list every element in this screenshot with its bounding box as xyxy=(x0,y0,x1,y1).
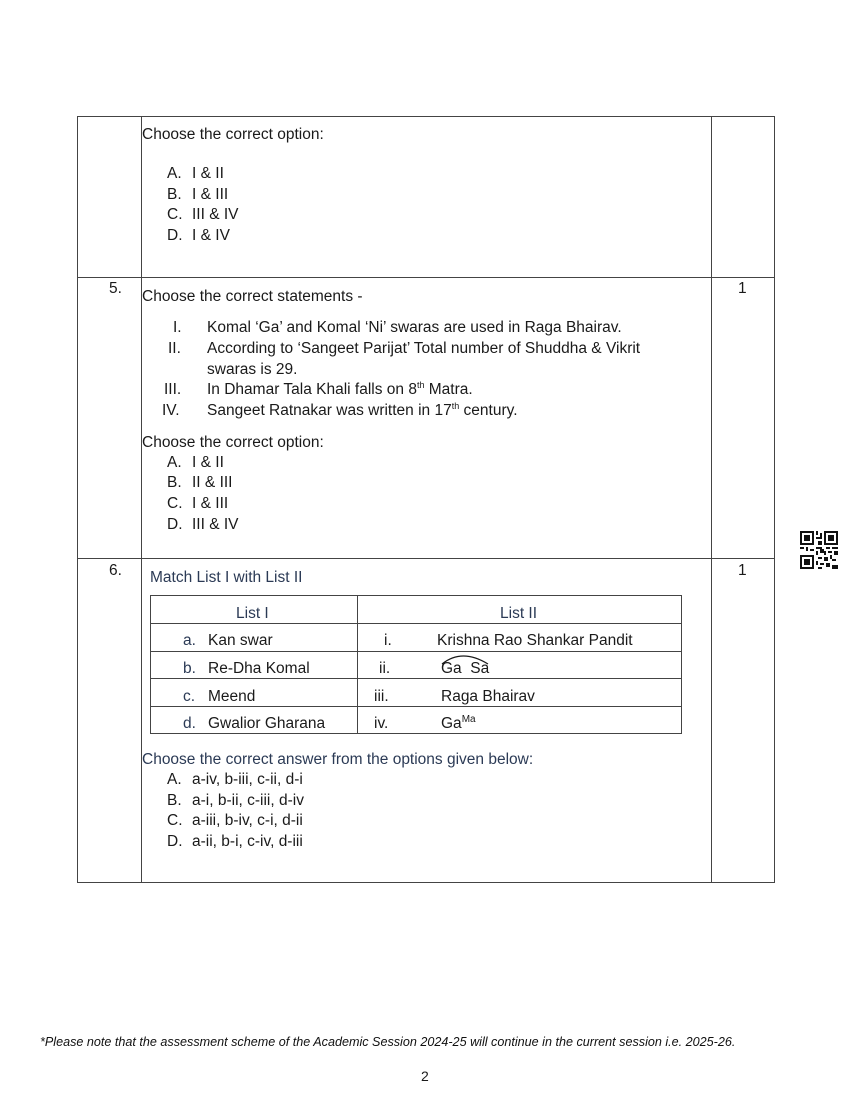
q6-option-text: a-i, b-ii, c-iii, d-iv xyxy=(192,792,304,809)
q4-option-text: III & IV xyxy=(192,206,239,223)
q5-marks: 1 xyxy=(738,280,747,297)
q5-option-letter: B. xyxy=(167,474,182,491)
q6-option-letter: B. xyxy=(167,792,182,809)
statement-number: III. xyxy=(164,381,182,398)
q6-option-text: a-iv, b-iii, c-ii, d-i xyxy=(192,771,303,788)
table-border-bottom xyxy=(77,882,775,883)
list2-label: iv. xyxy=(374,715,389,732)
q5-option-text: III & IV xyxy=(192,516,239,533)
q5-number: 5. xyxy=(109,280,122,297)
statement-number: IV. xyxy=(162,402,180,419)
list1-label: a. xyxy=(183,632,196,649)
qr-code-icon xyxy=(800,531,838,569)
list2-label: i. xyxy=(384,632,392,649)
q4-option-letter: B. xyxy=(167,186,182,203)
q5-option-text: II & III xyxy=(192,474,233,491)
list1-item: Meend xyxy=(208,688,256,705)
q4-option-letter: C. xyxy=(167,206,183,223)
q5-option-text: I & II xyxy=(192,454,224,471)
q6-number: 6. xyxy=(109,562,122,579)
q5-prompt: Choose the correct statements - xyxy=(142,288,363,305)
list2-header: List II xyxy=(500,605,538,622)
list2-item: Raga Bhairav xyxy=(441,688,535,705)
row-divider-6 xyxy=(77,558,775,559)
list1-item: Re-Dha Komal xyxy=(208,660,310,677)
q4-option-text: I & III xyxy=(192,186,229,203)
q5-option-prompt: Choose the correct option: xyxy=(142,434,324,451)
list1-label: d. xyxy=(183,715,196,732)
statement-text: Sangeet Ratnakar was written in 17th century. xyxy=(207,400,518,419)
list2-label: iii. xyxy=(374,688,389,705)
q5-option-letter: D. xyxy=(167,516,183,533)
q4-option-letter: A. xyxy=(167,165,182,182)
statement-text: According to ‘Sangeet Parijat’ Total number of Shuddha & Vikrit xyxy=(207,340,641,357)
statement-text: In Dhamar Tala Khali falls on 8th Matra. xyxy=(207,379,473,398)
q6-option-letter: A. xyxy=(167,771,182,788)
list2-item: Ga Sa xyxy=(441,660,490,677)
page-number: 2 xyxy=(421,1068,429,1084)
q6-option-text: a-ii, b-i, c-iv, d-iii xyxy=(192,833,303,850)
q5-option-text: I & III xyxy=(192,495,229,512)
q6-prompt: Match List I with List II xyxy=(150,569,303,586)
q4-prompt: Choose the correct option: xyxy=(142,126,324,143)
statement-text: Komal ‘Ga’ and Komal ‘Ni’ swaras are used in Raga Bhairav. xyxy=(207,319,622,336)
q6-option-text: a-iii, b-iv, c-i, d-ii xyxy=(192,812,303,829)
list2-label: ii. xyxy=(379,660,391,677)
row-divider-5 xyxy=(77,277,775,278)
q4-option-text: I & IV xyxy=(192,227,230,244)
table-border-top xyxy=(77,116,775,117)
q6-answer-prompt: Choose the correct answer from the options given below: xyxy=(142,751,534,768)
q6-option-letter: D. xyxy=(167,833,183,850)
q4-option-letter: D. xyxy=(167,227,183,244)
meend-arc-icon xyxy=(440,652,492,666)
list1-label: c. xyxy=(183,688,196,705)
list1-item: Gwalior Gharana xyxy=(208,715,326,732)
list2-item: $Ga^{Ma}$ xyxy=(441,713,476,732)
statement-number: I. xyxy=(173,319,182,336)
list2-item: Krishna Rao Shankar Pandit xyxy=(437,632,633,649)
footer-note: *Please note that the assessment scheme of the Academic Session 2024-25 will continue in the current session i.e. 2025-26. xyxy=(40,1035,736,1049)
table-border-left xyxy=(77,116,78,883)
q6-option-letter: C. xyxy=(167,812,183,829)
statement-text-continued: swaras is 29. xyxy=(207,361,298,378)
q4-option-text: I & II xyxy=(192,165,224,182)
list1-item: Kan swar xyxy=(208,632,273,649)
statement-number: II. xyxy=(168,340,181,357)
q5-option-letter: C. xyxy=(167,495,183,512)
q5-option-letter: A. xyxy=(167,454,182,471)
list1-header: List I xyxy=(236,605,269,622)
column-divider-marks xyxy=(711,116,712,883)
q6-marks: 1 xyxy=(738,562,747,579)
table-border-right xyxy=(774,116,775,883)
list1-label: b. xyxy=(183,660,196,677)
